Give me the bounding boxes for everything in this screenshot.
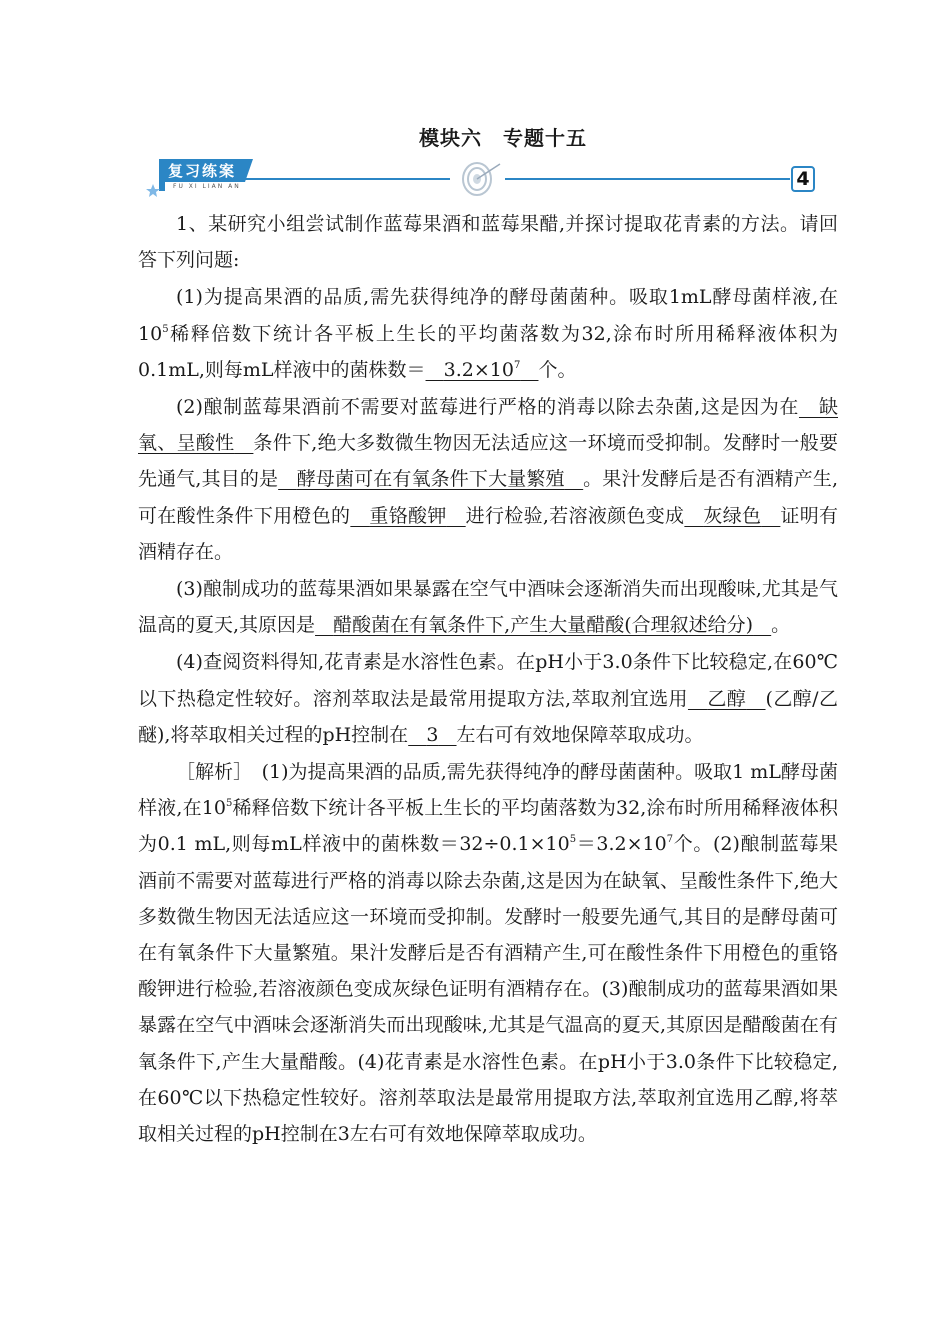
page-number: 4 [796, 168, 810, 190]
question-part-1: (1)为提高果酒的品质,需先获得纯净的酵母菌菌种。吸取1mL酵母菌样液,在$10^5$稀释倍数下统计各平板上生长的平均菌落数为32,涂布时所用稀释液体积为0.1mL,则每mL样液中的菌株数＝ $3.2\times 10^7$ 个。 [138, 286, 838, 381]
section-banner [145, 158, 825, 198]
answer-blank: 缺氧、呈酸性 [138, 396, 838, 455]
answer-blank: 3 [426, 723, 439, 746]
question-intro: 1、某研究小组尝试制作蓝莓果酒和蓝莓果醋,并探讨提取花青素的方法。请回答下列问题: [138, 213, 838, 272]
main-content [138, 206, 838, 1152]
page-title: 模块六 专题十五 [419, 126, 587, 150]
analysis-paragraph: ［解析］ (1)为提高果酒的品质,需先获得纯净的酵母菌菌种。吸取1 mL酵母菌样液,在$10^5$稀释倍数下统计各平板上生长的平均菌落数为32,涂布时所用稀释液体积为0.1 mL,则每mL样液中的菌株数$=32\div 0.1\times 10^5=3.2\times 10^7$个。(2)酿制蓝莓果酒前不需要对蓝莓进行严格的消毒以除去杂菌,这是因为在缺氧、呈酸性条件下,绝大多数微生物因无法适应这一环境而受抑制。发酵时一般要先通气,其目的是酵母菌可在有氧条件下大量繁殖。果汁发酵后是否有酒精产生,可在酸性条件下用橙色的重铬酸钾进行检验,若溶液颜色变成灰绿色证明有酒精存在。(3)酿制成功的蓝莓果酒如果暴露在空气中酒味会逐渐消失而出现酸味,尤其是气温高的夏天,其原因是醋酸菌在有氧条件下,产生大量醋酸。(4)花青素是水溶性色素。在pH小于3.0条件下比较稳定,在60℃以下热稳定性较好。溶剂萃取法是最常用提取方法,萃取剂宜选用乙醇,将萃取相关过程的pH控制在3左右可有效地保障萃取成功。 [138, 761, 839, 1146]
answer-blank: 酵母菌可在有氧条件下大量繁殖 [296, 468, 565, 491]
question-part-4: (4)查阅资料得知,花青素是水溶性色素。在pH小于3.0条件下比较稳定,在60℃以下热稳定性较好。溶剂萃取法是最常用提取方法,萃取剂宜选用 乙醇 (乙醇/乙醚),将萃取相关过程的pH控制在 3 左右可有效地保障萃取成功。 [138, 651, 838, 746]
question-part-2: (2)酿制蓝莓果酒前不需要对蓝莓进行严格的消毒以除去杂菌,这是因为在 缺氧、呈酸性 条件下,绝大多数微生物因无法适应这一环境而受抑制。发酵时一般要先通气,其目的是 酵母菌可在有氧条件下大量繁殖 。果汁发酵后是否有酒精产生,可在酸性条件下用橙色的 重铬酸钾 进行检验,若溶液颜色变成 灰绿色 证明有酒精存在。 [138, 396, 839, 563]
answer-blank: $3.2\times 10^7$ [443, 358, 521, 381]
answer-blank: 重铬酸钾 [369, 504, 447, 527]
target-icon [463, 163, 500, 195]
question-part-3: (3)酿制成功的蓝莓果酒如果暴露在空气中酒味会逐渐消失而出现酸味,尤其是气温高的夏天,其原因是 醋酸菌在有氧条件下,产生大量醋酸(合理叙述给分) 。 [138, 578, 838, 637]
answer-blank: 醋酸菌在有氧条件下,产生大量醋酸(合理叙述给分) [333, 614, 754, 637]
banner-graphic [145, 158, 825, 198]
banner-pinyin: FU XI LIAN AN [173, 183, 241, 190]
answer-blank: 灰绿色 [703, 504, 762, 527]
answer-blank: 乙醇 [707, 687, 747, 710]
banner-label: 复习练案 [167, 162, 236, 180]
